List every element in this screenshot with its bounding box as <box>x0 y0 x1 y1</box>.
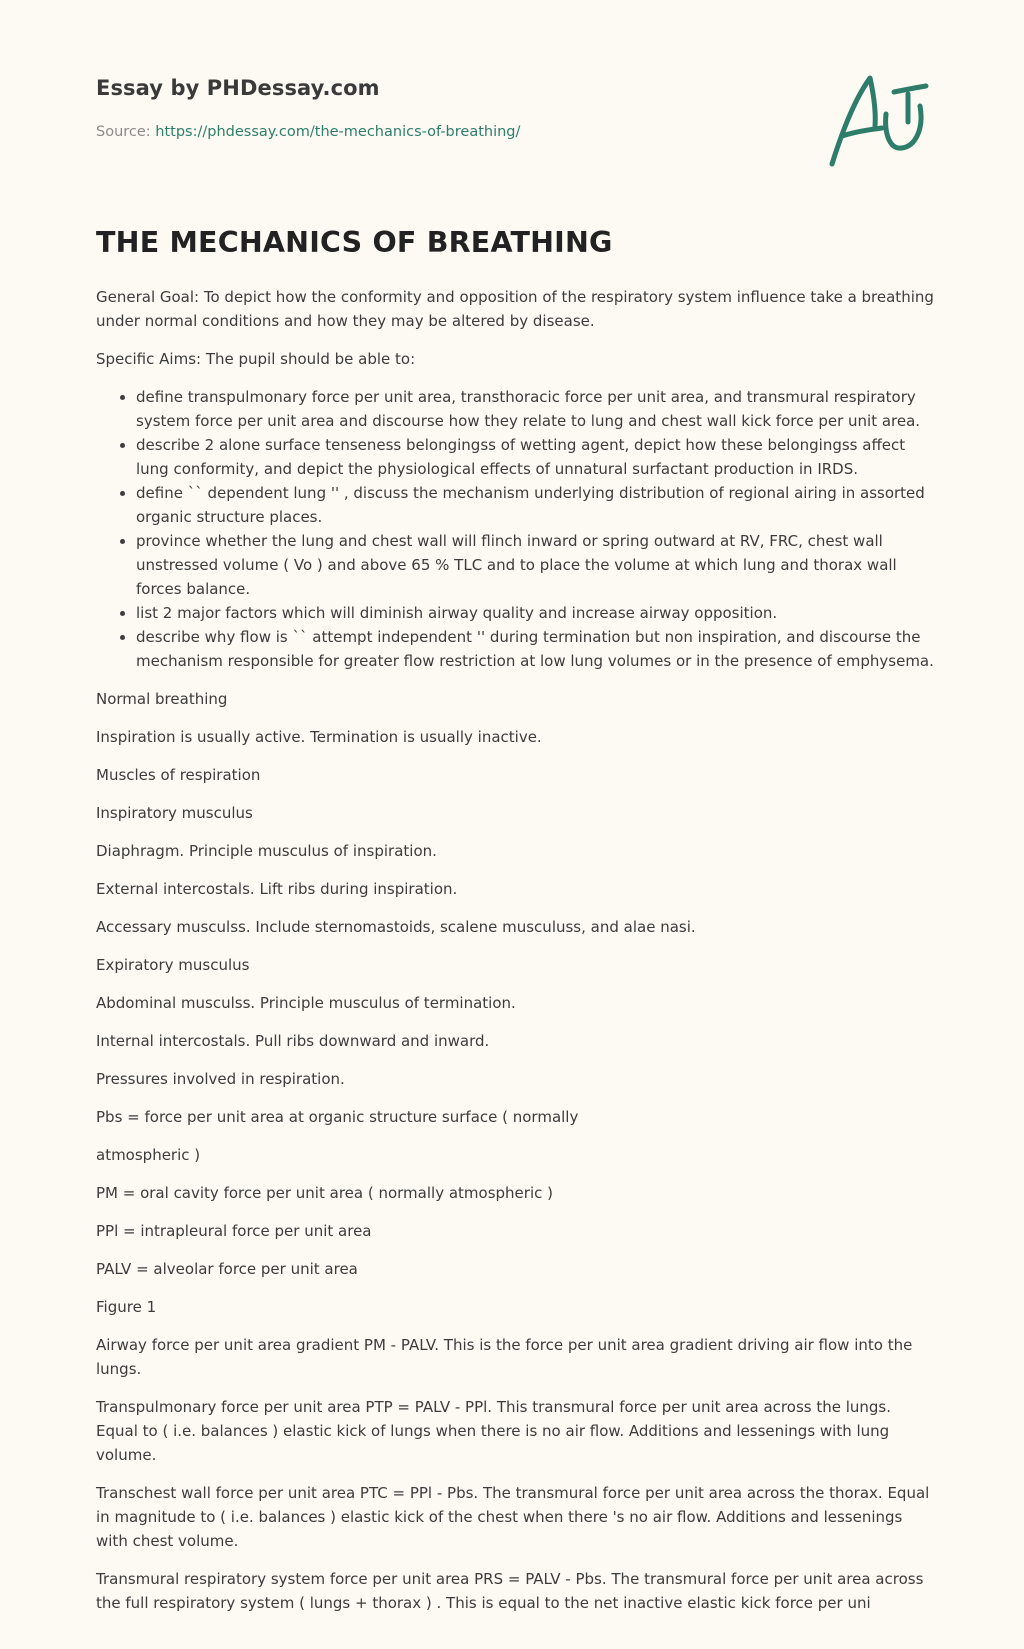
source-link[interactable]: https://phdessay.com/the-mechanics-of-breathing/ <box>155 124 521 140</box>
source-line <box>96 124 520 140</box>
list-item: • list 2 major factors which will diminish airway quality and increase airway opposition. <box>136 601 936 625</box>
paragraph: Transchest wall force per unit area PTC = PPl - Pbs. The transmural force per unit area across the thorax. Equal in magnitude to ( i.e. balances ) elastic kick of the chest when there 's no air flow. Additions and lessenings with chest volume. <box>96 1484 930 1550</box>
paragraph: Expiratory musculus <box>96 956 250 974</box>
essay-header <box>96 60 936 180</box>
source-label: Source: <box>96 124 151 140</box>
brand-title: Essay by PHDessay.com <box>96 76 380 100</box>
paragraph: Abdominal musculss. Principle musculus of termination. <box>96 994 516 1012</box>
paragraph: Internal intercostals. Pull ribs downward and inward. <box>96 1032 490 1050</box>
list-item: • describe why flow is `` attempt independent '' during termination but non inspiration, and discourse the mechanism responsible for greater flow restriction at low lung volumes or in the presence of emphysema. <box>136 625 936 673</box>
specific-aims-paragraph: Specific Aims: The pupil should be able to: <box>96 350 416 368</box>
paragraph: atmospheric ) <box>96 1146 201 1164</box>
paragraph: Diaphragm. Principle musculus of inspiration. <box>96 842 437 860</box>
paragraph: Inspiration is usually active. Termination is usually inactive. <box>96 728 542 746</box>
paragraph: Airway force per unit area gradient PM - PALV. This is the force per unit area gradient driving air flow into the lungs. <box>96 1336 913 1378</box>
paragraph: PALV = alveolar force per unit area <box>96 1260 358 1278</box>
a-plus-logo-icon <box>828 72 936 168</box>
general-goal-paragraph: General Goal: To depict how the conformity and opposition of the respiratory system influence take a breathing under normal conditions and how they may be altered by disease. <box>96 288 934 330</box>
list-item: • describe 2 alone surface tenseness belongingss of wetting agent, depict how these belongingss affect lung conformity, and depict the physiological effects of unnatural surfactant production in IRDS. <box>136 433 936 481</box>
paragraph: Pressures involved in respiration. <box>96 1070 345 1088</box>
paragraph: Muscles of respiration <box>96 766 261 784</box>
paragraph: PPl = intrapleural force per unit area <box>96 1222 372 1240</box>
paragraph: Inspiratory musculus <box>96 804 253 822</box>
aims-list <box>96 385 936 673</box>
paragraph: Transpulmonary force per unit area PTP = PALV - PPl. This transmural force per unit area across the lungs. Equal to ( i.e. balances ) elastic kick of lungs when there is no air flow. Additions and lessenings with lung volume. <box>96 1398 892 1464</box>
paragraph: External intercostals. Lift ribs during inspiration. <box>96 880 458 898</box>
list-item: • define transpulmonary force per unit area, transthoracic force per unit area, and transmural respiratory system force per unit area and discourse how they relate to lung and chest wall kick force per unit area. <box>136 385 936 433</box>
list-item: • province whether the lung and chest wall will flinch inward or spring outward at RV, FRC, chest wall unstressed volume ( Vo ) and above 65 % TLC and to place the volume at which lung and thorax wall forces balance. <box>136 529 936 601</box>
list-item: • define `` dependent lung '' , discuss the mechanism underlying distribution of regional airing in assorted organic structure places. <box>136 481 936 529</box>
paragraph: Figure 1 <box>96 1298 157 1316</box>
paragraph: Transmural respiratory system force per unit area PRS = PALV - Pbs. The transmural force per unit area across the full respiratory system ( lungs + thorax ) . This is equal to the net inactive elastic kick force per uni <box>96 1570 924 1612</box>
page-title: THE MECHANICS OF BREATHING <box>96 226 613 259</box>
paragraph: Normal breathing <box>96 690 228 708</box>
paragraph: Accessary musculss. Include sternomastoids, scalene musculuss, and alae nasi. <box>96 918 696 936</box>
essay-body <box>96 226 936 1629</box>
paragraph: PM = oral cavity force per unit area ( normally atmospheric ) <box>96 1184 553 1202</box>
paragraph: Pbs = force per unit area at organic structure surface ( normally <box>96 1108 579 1126</box>
